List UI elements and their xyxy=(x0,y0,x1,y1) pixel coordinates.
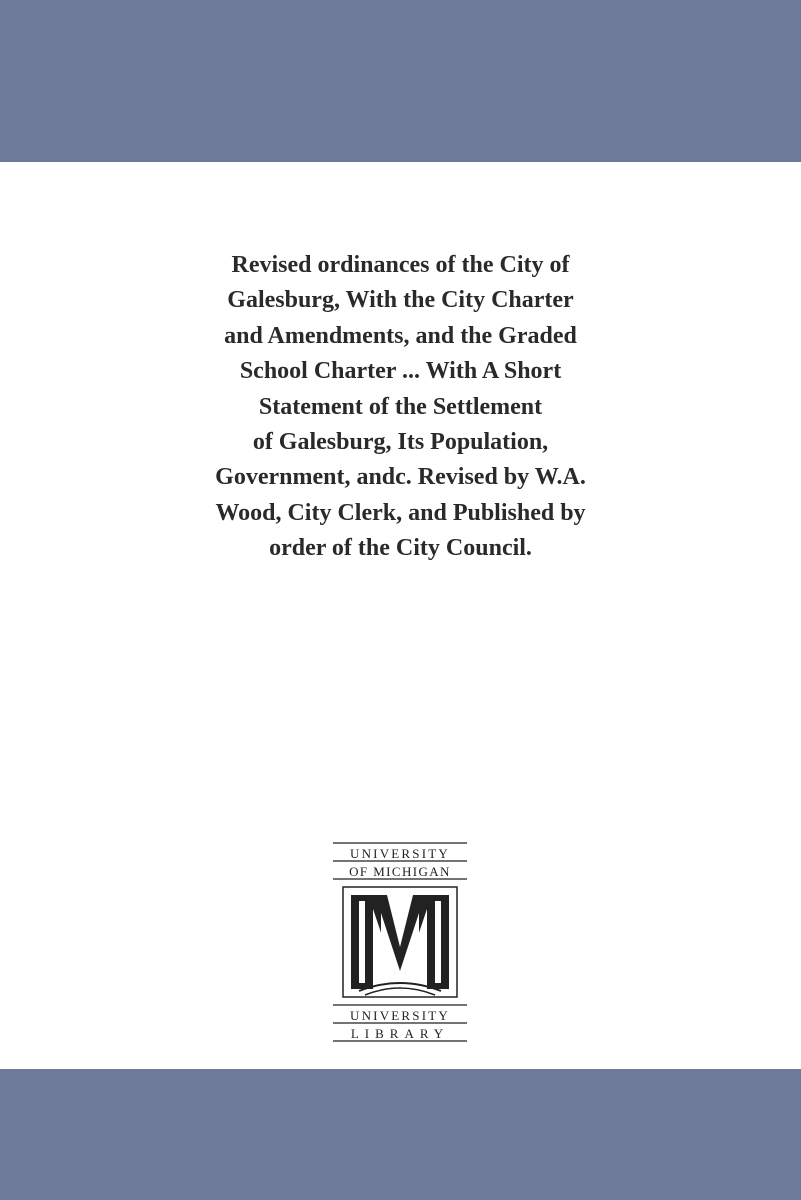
top-color-band xyxy=(0,0,801,162)
title-line: Government, andc. Revised by W.A. xyxy=(215,464,586,491)
title-line: Wood, City Clerk, and Published by xyxy=(215,499,586,526)
book-title xyxy=(120,248,681,567)
title-line: Galesburg, With the City Charter xyxy=(227,287,574,314)
cover-page xyxy=(0,162,801,1069)
title-line: School Charter ... With A Short xyxy=(239,358,562,385)
title-line: Revised ordinances of the City of xyxy=(231,252,570,278)
bottom-color-band xyxy=(0,1069,801,1200)
title-line: and Amendments, and the Graded xyxy=(224,322,577,349)
title-line: of Galesburg, Its Population, xyxy=(252,429,549,456)
university-library-logo xyxy=(329,839,471,1045)
title-line: Statement of the Settlement xyxy=(258,393,543,420)
logo-bottom-line-2: LIBRARY xyxy=(350,1026,450,1041)
michigan-library-emblem-icon xyxy=(329,839,471,1045)
logo-top-line-1: UNIVERSITY xyxy=(350,846,450,861)
logo-top-line-2: OF MICHIGAN xyxy=(349,864,451,879)
logo-bottom-line-1: UNIVERSITY xyxy=(350,1008,450,1023)
title-line: order of the City Council. xyxy=(269,535,532,562)
block-m-mark xyxy=(343,887,457,997)
